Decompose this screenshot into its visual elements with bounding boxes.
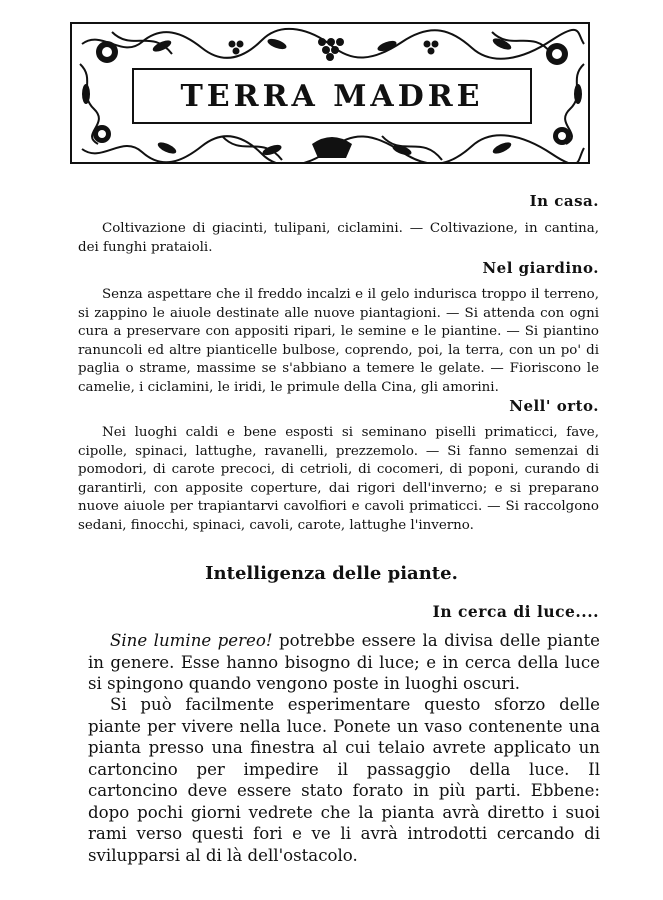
ornamental-banner xyxy=(70,22,590,164)
article-paragraph-2: Si può facilmente esperimentare questo sforzo delle piante per vivere nella luce. Ponete un vaso contenente una pianta presso una finestra al cui telaio avrete applicato un cartoncino per impedire il passaggio della luce. Il cartoncino deve essere stato forato in più parti. Ebbene: dopo pochi giorni vedrete che la pianta avrà diretto i suoi rami verso questi fori e ve li avrà introdotti cercando di svilupparsi al di là dell'ostacolo. xyxy=(88,695,600,865)
section-text-in-casa: Coltivazione di giacinti, tulipani, ciclamini. — Coltivazione, in cantina, dei funghi prataioli. xyxy=(78,221,599,255)
section-text-nel-giardino: Senza aspettare che il freddo incalzi e il gelo indurisca troppo il terreno, si zappino le aiuole destinate alle nuove piantagioni. — Si attenda con ogni cura a preservare con appositi ripari, le semine e le piantine. — Si piantino ranuncoli ed altre pianticelle bulbose, coprendo, poi, la terra, con un po' di paglia o strame, massime se s'abbiano a temere le gelate. — Fioriscono le camelie, i ciclamini, le iridi, le primule della Cina, gli amorini. xyxy=(78,287,599,395)
page-title: TERRA MADRE xyxy=(132,68,532,124)
section-heading-nell-orto: Nell' orto. xyxy=(509,397,599,415)
paragraph-1-text: potrebbe essere la divisa delle piante in genere. Esse hanno bisogno di luce; e in cerca della luce si spingono quando vengono poste in luoghi oscuri. xyxy=(88,631,600,693)
latin-motto: Sine lumine pereo! xyxy=(110,631,273,650)
section-heading-in-casa: In casa. xyxy=(529,192,599,210)
article-subheading: In cerca di luce.... xyxy=(432,602,599,621)
article-title: Intelligenza delle piante. xyxy=(205,563,458,584)
article-paragraph-1 xyxy=(88,630,600,695)
section-heading-nel-giardino: Nel giardino. xyxy=(482,259,599,277)
section-text-nell-orto: Nei luoghi caldi e bene esposti si seminano piselli primaticci, fave, cipolle, spinaci, lattughe, ravanelli, prezzemolo. — Si fanno semenzai di pomodori, di carote precoci, di cetrioli, di cocomeri, di poponi, curando di garantirli, con apposite coperture, dai rigori dell'inverno; e si preparano nuove aiuole per trapiantarvi cavolfiori e cavoli primaticci. — Si raccolgono sedani, finocchi, spinaci, cavoli, carote, lattughe l'inverno. xyxy=(78,425,599,533)
